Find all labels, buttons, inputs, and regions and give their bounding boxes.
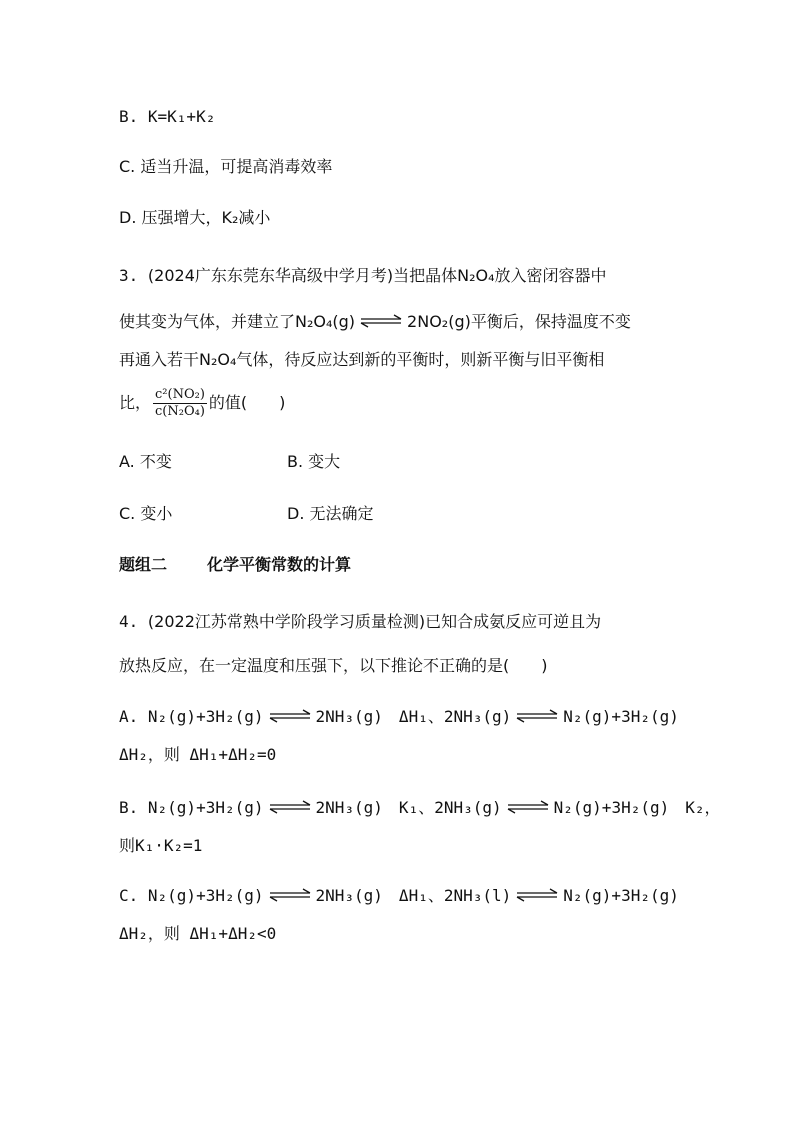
equilibrium-arrow-icon [268,800,312,814]
question-number: 4. [119,612,148,631]
q3-option-b: B. 变大 [287,452,341,471]
q2-option-b: B. K=K₁+K₂ [119,107,216,126]
equilibrium-arrow-icon [359,314,403,328]
q3-option-d: D. 无法确定 [287,504,374,523]
group-label: 题组二 [119,555,168,574]
q4-option-c-line-1: C. N₂(g)+3H₂(g) 2NH₃(g) ΔH₁、2NH₃(l) N₂(g)+3H₂(g) [119,886,679,905]
q4-line-1: 4. (2022江苏常熟中学阶段学习质量检测)已知合成氨反应可逆且为 [119,612,602,631]
equilibrium-arrow-icon [268,888,312,902]
equilibrium-arrow-icon [515,709,559,723]
q2-option-d: D. 压强增大，K₂减小 [119,208,271,227]
section-heading [119,555,351,575]
equilibrium-arrow-icon [268,709,312,723]
q3-line-4: 比， $\frac{\text{c²(NO₂)}}{\text{c(N₂O₄)}}$ 的值( ) [119,387,286,419]
q3-options-row-2 [119,504,374,524]
fraction-denominator: c(N₂O₄) [155,404,205,419]
q3-line-3: 再通入若干N₂O₄气体，待反应达到新的平衡时，则新平衡与旧平衡相 [119,350,605,369]
q3-options-row-1 [119,452,341,472]
q3-option-a: A. 不变 [119,452,172,471]
q4-line-2: 放热反应，在一定温度和压强下，以下推论不正确的是( ) [119,656,548,675]
concentration-fraction [153,387,207,420]
q3-line-2: 使其变为气体，并建立了N₂O₄(g) 2NO₂(g)平衡后，保持温度不变 [119,312,631,331]
q3-line-1: 3. (2024广东东莞东华高级中学月考)当把晶体N₂O₄放入密闭容器中 [119,266,607,285]
fraction-numerator: c²(NO₂) [155,387,205,402]
q4-option-a-line-2: ΔH₂，则 ΔH₁+ΔH₂=0 [119,745,277,764]
question-source: (2022江苏常熟中学阶段学习质量检测) [147,612,426,631]
q4-option-b-line-1: B. N₂(g)+3H₂(g) 2NH₃(g) K₁、2NH₃(g) N₂(g)+3H₂(g) K₂， [119,798,721,817]
q3-option-c: C. 变小 [119,504,173,523]
q4-option-b-line-2: 则K₁·K₂=1 [119,836,203,855]
q2-option-c: C. 适当升温，可提高消毒效率 [119,157,333,176]
question-source: (2024广东东莞东华高级中学月考) [147,266,394,285]
q4-option-c-line-2: ΔH₂，则 ΔH₁+ΔH₂<0 [119,924,277,943]
equilibrium-arrow-icon [515,888,559,902]
question-number: 3. [119,266,148,285]
equilibrium-arrow-icon [506,800,550,814]
group-title: 化学平衡常数的计算 [207,555,352,574]
q4-option-a-line-1: A. N₂(g)+3H₂(g) 2NH₃(g) ΔH₁、2NH₃(g) N₂(g)+3H₂(g) [119,707,679,726]
